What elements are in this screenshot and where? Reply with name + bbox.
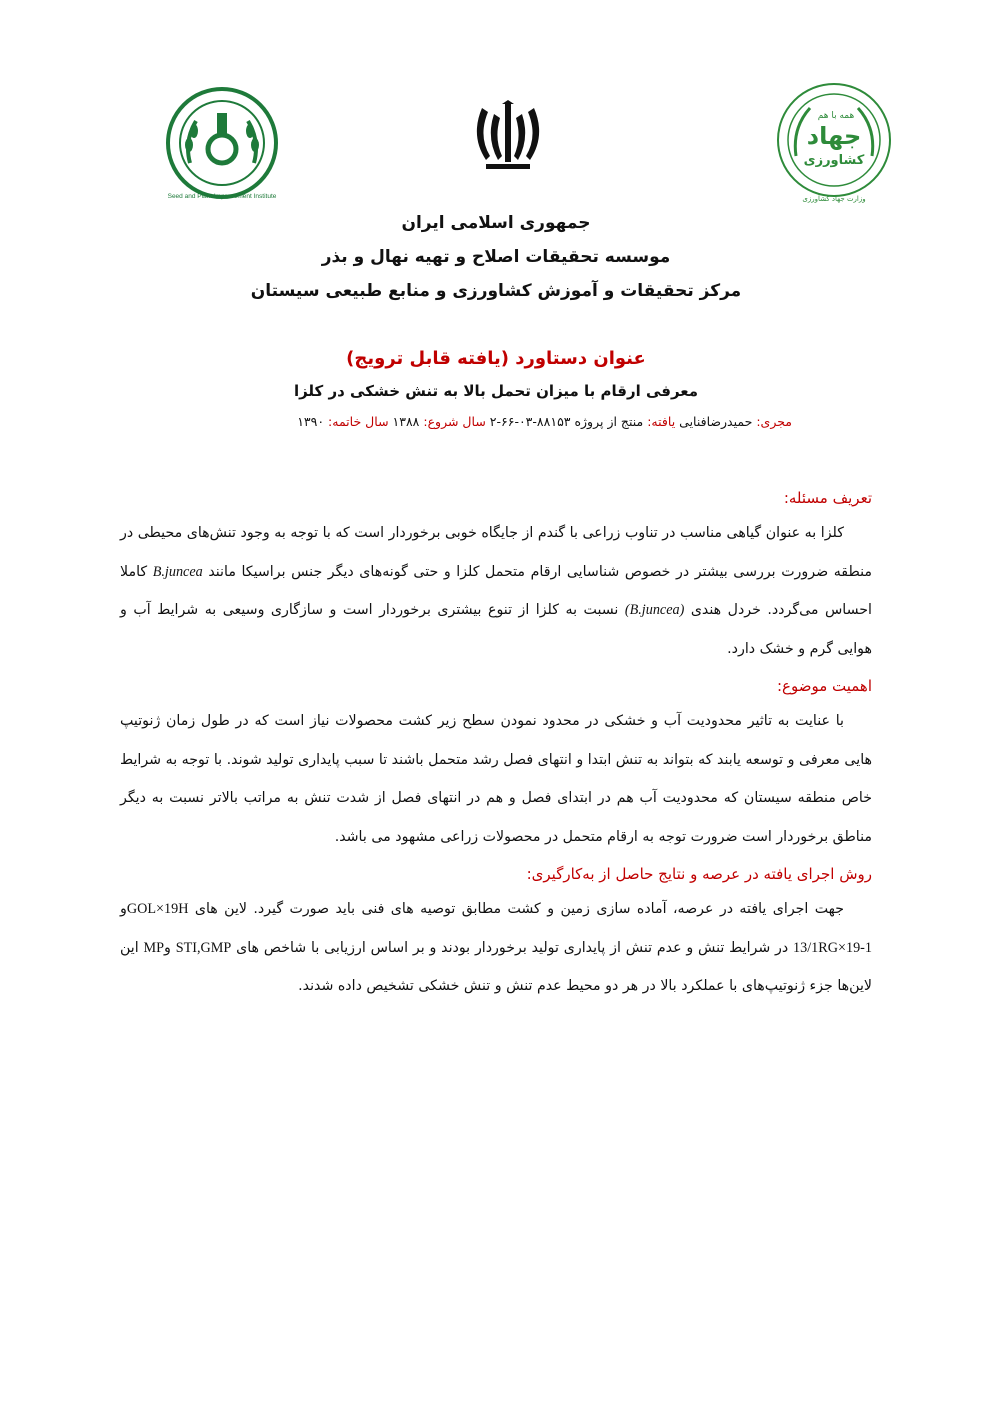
- header-line-country: جمهوری اسلامی ایران: [401, 213, 591, 233]
- method-section-title: روش اجرای یافته در عرصه و نتایج حاصل از به‌کارگیری:: [526, 865, 872, 883]
- method-text-e: این لاین‌ها جزء ژنوتیپ‌های با عملکرد بالا در هر دو محیط عدم تنش و تنش خشکی تشخیص داده شدند.: [120, 939, 872, 994]
- institution-header: [0, 206, 992, 308]
- species-name: B.juncea: [152, 563, 203, 580]
- svg-text:وزارت جهاد کشاورزی: وزارت جهاد کشاورزی: [802, 195, 866, 203]
- svg-text:همه با هم: همه با هم: [817, 111, 855, 121]
- problem-paragraph: [120, 514, 872, 668]
- problem-text-c: نسبت به کلزا از تنوع بیشتری برخوردار است و سازگاری وسیعی به شرایط آب و هوایی گرم و خشک دارد.: [120, 602, 872, 657]
- problem-text-b: کاملا احساس می‌گردد. خردل هندی: [120, 563, 872, 618]
- project-meta-line: [297, 414, 792, 429]
- logos-row: [160, 80, 900, 210]
- executor-value: حمیدرضافنایی: [675, 414, 757, 429]
- achievement-subtitle: معرفی ارقام با میزان تحمل بالا به تنش خشکی در کلزا: [293, 382, 699, 400]
- executor-label: مجری:: [756, 414, 792, 429]
- svg-text:Seed and Plant Improvement Ins: Seed and Plant Improvement Institute: [167, 193, 277, 200]
- method-paragraph: [120, 890, 872, 1006]
- line-rg: 13/1RG×19-1: [793, 939, 872, 956]
- svg-text:جهاد: جهاد: [806, 122, 862, 150]
- index-mp: MP: [143, 939, 165, 956]
- jihad-keshavarzi-logo: [772, 80, 897, 205]
- svg-text:کشاورزی: کشاورزی: [803, 153, 865, 168]
- method-text-a: جهت اجرای یافته در عرصه، آماده سازی زمین و کشت مطابق توصیه های فنی باید صورت گیرد. لاین های: [188, 901, 844, 917]
- problem-text-a: کلزا به عنوان گیاهی مناسب در تناوب زراعی با گندم از جایگاه خوبی برخوردار است که با توجه به وجود تنش‌های محیطی در منطقه ضرورت بررسی بیشتر در خصوص شناسایی ارقام متحمل کلزا و حتی گونه‌های دیگر جنس براسیکا مانند: [120, 525, 872, 580]
- seed-and-plant-improvement-institute-logo: [160, 85, 285, 205]
- document-body: [120, 480, 872, 1006]
- line-gol: GOL×19H: [126, 901, 189, 917]
- species-name-paren: (B.juncea): [624, 602, 685, 618]
- start-year-value: ۱۳۸۸: [388, 414, 424, 429]
- importance-paragraph: با عنایت به تاثیر محدودیت آب و خشکی در محدود نمودن سطح زیر کشت محصولات نیاز است که در طول زمان ژنوتیپ هایی معرفی و توسعه یابند که بتواند به تنش ابتدا و انتهای فصل رشد متحمل باشند تا سبب پایداری تولید شوند. با توجه به شرایط خاص منطقه سیستان که محدودیت آب هم در ابتدای فصل و هم در انتهای فصل از شدت تنش به مراتب بالاتر نسبت به دیگر مناطق برخوردار است ضرورت توجه به ارقام متحمل در محصولات زراعی مشهود می باشد.: [120, 713, 872, 845]
- header-line-institute: موسسه تحقیقات اصلاح و تهیه نهال و بذر: [321, 247, 671, 267]
- start-year-label: سال شروع:: [423, 414, 486, 429]
- method-text-d: و: [164, 939, 176, 956]
- finding-label: یافته:: [647, 414, 676, 429]
- end-year-value: ۱۳۹۰: [297, 414, 329, 429]
- importance-section-title: اهمیت موضوع:: [776, 677, 872, 695]
- iran-emblem: [468, 100, 548, 175]
- end-year-label: سال خاتمه:: [328, 414, 389, 429]
- achievement-title-block: [0, 345, 992, 409]
- index-sti-gmp: STI,GMP: [175, 939, 232, 956]
- method-text-c: در شرایط تنش و عدم تنش از پایداری تولید برخوردار بودند و بر اساس ارزیابی با شاخص های: [231, 939, 794, 956]
- finding-value: منتج از پروژه ۸۸۱۵۳-۰۳-۶۶-۲: [485, 414, 648, 429]
- header-line-center: مرکز تحقیقات و آموزش کشاورزی و منابع طبیعی سیستان: [250, 281, 742, 301]
- method-text-b: و: [120, 901, 127, 917]
- problem-section-title: تعریف مسئله:: [783, 489, 872, 507]
- achievement-title: عنوان دستاورد (یافته قابل ترویج): [346, 348, 646, 369]
